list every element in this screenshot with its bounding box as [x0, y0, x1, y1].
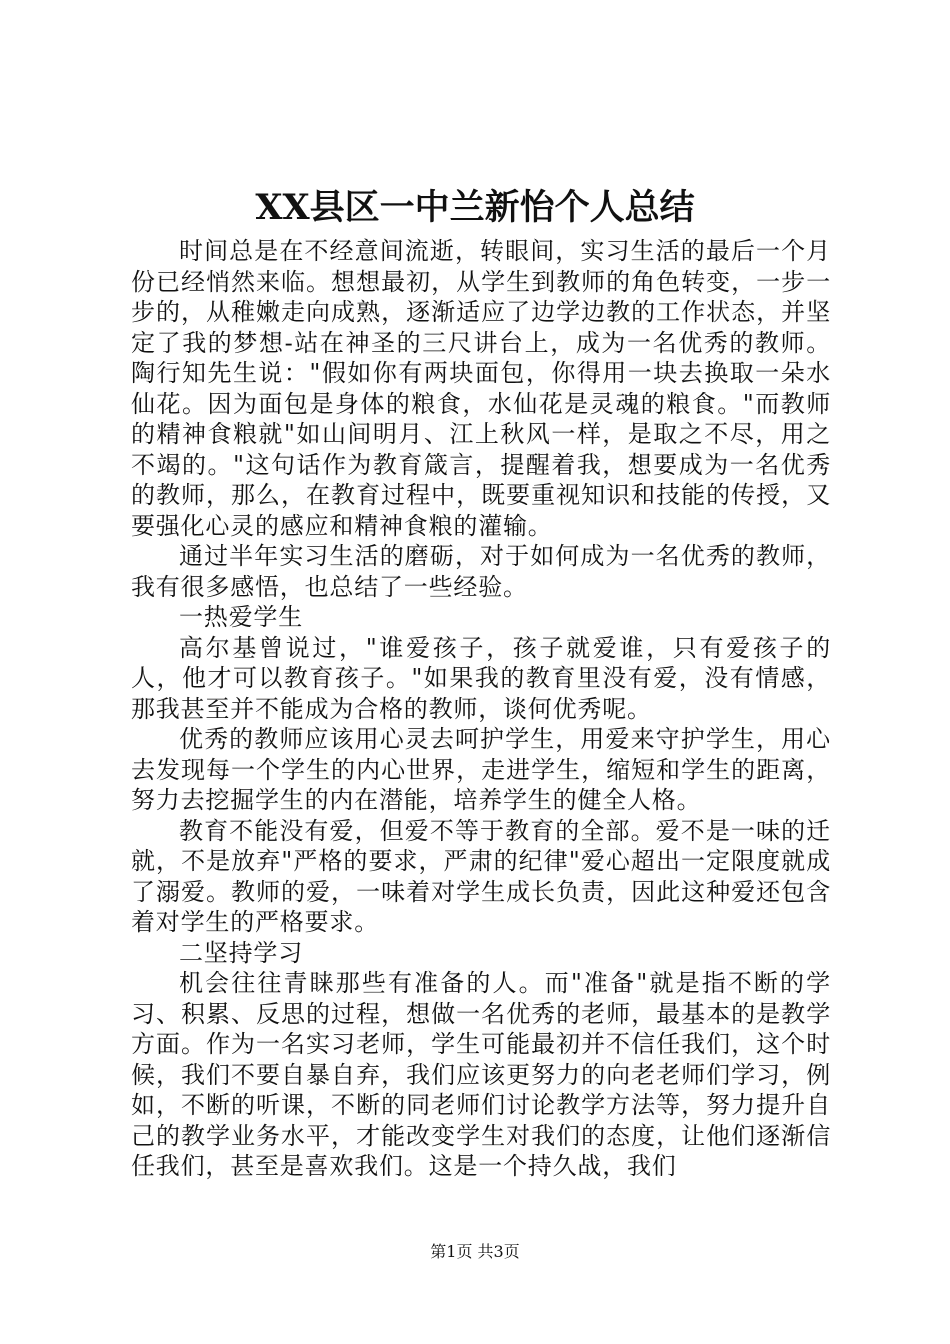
paragraph-intro: 时间总是在不经意间流逝，转眼间，实习生活的最后一个月份已经悄然来临。想想最初，从学生到教师的角色转变，一步一步的，从稚嫩走向成熟，逐渐适应了边学边教的工作状态，并坚定了我的梦想-站在神圣的三尺讲台上，成为一名优秀的教师。陶行知先生说："假如你有两块面包，你得用一块去换取一朵水仙花。因为面包是身体的粮食，水仙花是灵魂的粮食。"而教师的精神食粮就"如山间明月、江上秋风一样，是取之不尽，用之不竭的。"这句话作为教育箴言，提醒着我，想要成为一名优秀的教师，那么，在教育过程中，既要重视知识和技能的传授，又要强化心灵的感应和精神食粮的灌输。	[131, 237, 831, 540]
page-footer: 第1页 共3页	[430, 1242, 520, 1261]
section-heading-keep-learning: 二坚持学习	[179, 938, 303, 967]
paragraph-summary: 通过半年实习生活的磨砺，对于如何成为一名优秀的教师，我有很多感悟，也总结了一些经验。	[131, 542, 831, 601]
paragraph-gorky-quote: 高尔基曾说过，"谁爱孩子，孩子就爱谁，只有爱孩子的人，他才可以教育孩子。"如果我的教育里没有爱，没有情感，那我甚至并不能成为合格的教师，谈何优秀呢。	[131, 633, 831, 723]
document-body	[131, 236, 831, 1182]
section-heading-love-students: 一热爱学生	[179, 603, 303, 631]
paragraph-care-students: 优秀的教师应该用心灵去呵护学生，用爱来守护学生，用心去发现每一个学生的内心世界，走进学生，缩短和学生的距离，努力去挖掘学生的内在潜能，培养学生的健全人格。	[131, 725, 831, 814]
paragraph-love-and-strictness: 教育不能没有爱，但爱不等于教育的全部。爱不是一味的迁就，不是放弃"严格的要求，严肃的纪律"爱心超出一定限度就成了溺爱。教师的爱，一味着对学生成长负责，因此这种爱还包含着对学生的严格要求。	[131, 816, 831, 936]
document-title: XX县区一中兰新怡个人总结	[255, 187, 695, 228]
paragraph-preparation: 机会往往青睐那些有准备的人。而"准备"就是指不断的学习、积累、反思的过程，想做一名优秀的老师，最基本的是教学方面。作为一名实习老师，学生可能最初并不信任我们，这个时候，我们不要自暴自弃，我们应该更努力的向老老师们学习，例如，不断的听课，不断的同老师们讨论教学方法等，努力提升自己的教学业务水平，才能改变学生对我们的态度，让他们逐渐信任我们，甚至是喜欢我们。这是一个持久战，我们	[131, 969, 831, 1180]
